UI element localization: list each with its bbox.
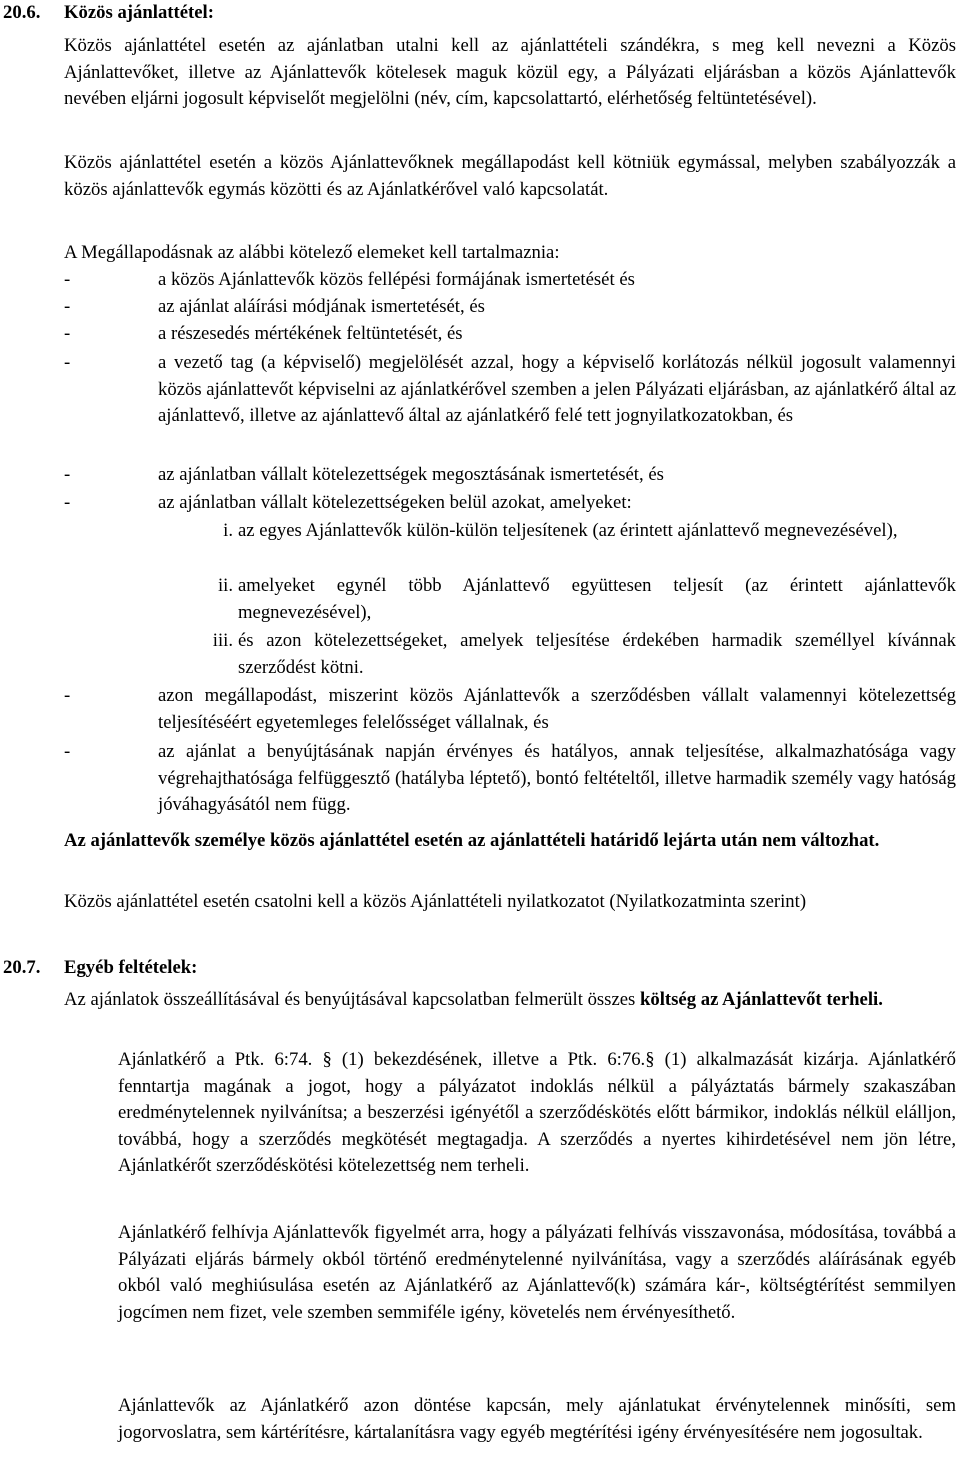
costs-bold-text: költség az Ajánlattevőt terheli. [640,989,883,1010]
list-dash: - [64,741,71,762]
section-number: 20.7. [3,957,41,978]
list-dash: - [64,685,71,706]
list-dash: - [64,352,71,373]
paragraph-withdrawal-notice: Ajánlatkérő felhívja Ajánlattevők figyelmét arra, hogy a pályázati felhívás visszavonása, módosítása, továbbá a Pályázati eljárás bármely okból történő eredménytelenné nyilvánítása, vagy a szerződés aláírásának egyéb okból való meghiúsulása esetén az Ajánlatkérő az Ajánlattevő(k) számára kár-, költségtérítést semmilyen jogcímen nem fizet, vele szemben semmiféle igény, követelés nem érvényesíthető. [118,1222,956,1323]
list-item-text: az ajánlatban vállalt kötelezettségek megosztásának ismertetését, és [158,464,664,485]
roman-item-text: és azon kötelezettségeket, amelyek teljesítése érdekében harmadik személlyel kívánnak szerződést kötni. [238,630,956,678]
list-dash: - [64,269,71,290]
section-number: 20.6. [3,2,41,23]
section-heading-20-7 [3,955,197,982]
paragraph-joint-bid-intro: Közös ajánlattétel esetén az ajánlatban utalni kell az ajánlattételi szándékra, s meg kell nevezni a Közös Ajánlattevőket, illetve az Ajánlattevők kötelesek maguk közül egy, a Pályázati eljárásban a közös Ajánlattevők nevében eljárni jogosult képviselőt megjelölni (név, cím, kapcsolattartó, elérhetőség feltüntetésével). [64,35,956,109]
roman-item-text: az egyes Ajánlattevők külön-külön teljesítenek (az érintett ajánlattevő megnevezésével), [238,520,898,541]
list-item-text: a vezető tag (a képviselő) megjelölését azzal, hogy a képviselő korlátozás nélkül jogosult valamennyi közös ajánlattevőt képviselni az ajánlatkérővel szemben a jelen Pályázati eljárásban, az ajánlatkérő által az ajánlattevő, illetve az ajánlattevő által az ajánlatkérő felé tett jognyilatkozatokban, és [158,352,956,426]
list-item-text: az ajánlat a benyújtásának napján érvényes és hatályos, annak teljesítése, alkalmazhatósága vagy végrehajthatósága felfüggesztő (hatályba léptető), bontó feltételtől, illetve harmadik személy vagy hatóság jóváhagyásától nem függ. [158,741,956,815]
roman-numeral: i. [223,520,233,541]
paragraph-no-remedy: Ajánlattevők az Ajánlatkérő azon döntése kapcsán, mely ajánlatukat érvénytelennek minősíti, sem jogorvoslatra, sem kártérítésre, kártalanításra vagy egyéb megtérítési igény érvényesítésére nem jogosultak. [118,1395,956,1443]
paragraph-agreement-elements-intro: A Megállapodásnak az alábbi kötelező elemeket kell tartalmaznia: [64,242,560,263]
list-item-text: a közös Ajánlattevők közös fellépési formájának ismertetését és [158,269,635,290]
paragraph-costs [64,987,956,1014]
roman-item-text: amelyeket egynél több Ajánlattevő együttesen teljesít (az érintett ajánlattevők megnevezésével), [238,575,956,623]
list-dash: - [64,492,71,513]
list-item-text: azon megállapodást, miszerint közös Ajánlattevők a szerződésben vállalt valamennyi kötelezettség teljesítéséért egyetemleges felelősséget vállalnak, és [158,685,956,733]
paragraph-joint-declaration: Közös ajánlattétel esetén csatolni kell a közös Ajánlattételi nyilatkozatot (Nyilatkozatminta szerint) [64,891,807,912]
section-title: Közös ajánlattétel: [64,2,214,23]
list-item-text: a részesedés mértékének feltüntetését, és [158,323,463,344]
section-heading-20-6 [3,0,214,27]
roman-numeral: iii. [212,630,233,651]
section-title: Egyéb feltételek: [64,957,198,978]
costs-text: Az ajánlatok összeállításával és benyújtásával kapcsolatban felmerült összes [64,989,640,1010]
list-item-text: az ajánlatban vállalt kötelezettségeken belül azokat, amelyeket: [158,492,632,513]
list-dash: - [64,296,71,317]
roman-numeral: ii. [217,575,233,596]
list-dash: - [64,323,71,344]
paragraph-joint-agreement: Közös ajánlattétel esetén a közös Ajánlattevőknek megállapodást kell kötniük egymással, melyben szabályozzák a közös ajánlattevők egymás közötti és az Ajánlatkérővel való kapcsolatát. [64,152,956,200]
list-dash: - [64,464,71,485]
bold-note-bidders: Az ajánlattevők személye közös ajánlattétel esetén az ajánlattételi határidő lejárta után nem változhat. [64,830,880,851]
list-item-text: az ajánlat aláírási módjának ismertetését, és [158,296,485,317]
paragraph-ptk-exclusion: Ajánlatkérő a Ptk. 6:74. § (1) bekezdésének, illetve a Ptk. 6:76.§ (1) alkalmazását kizárja. Ajánlatkérő fenntartja magának a jogot, hogy a pályázatot indoklás nélkül a pályáztatás bármely szakaszában eredménytelennek nyilvánítsa; a beszerzési igényétől a szerződéskötés előtt bármikor, indoklás nélkül elálljon, továbbá, hogy a szerződés megkötését megtagadja. A szerződés a nyertes kihirdetésével nem jön létre, Ajánlatkérőt szerződéskötési kötelezettség nem terheli. [118,1049,956,1176]
